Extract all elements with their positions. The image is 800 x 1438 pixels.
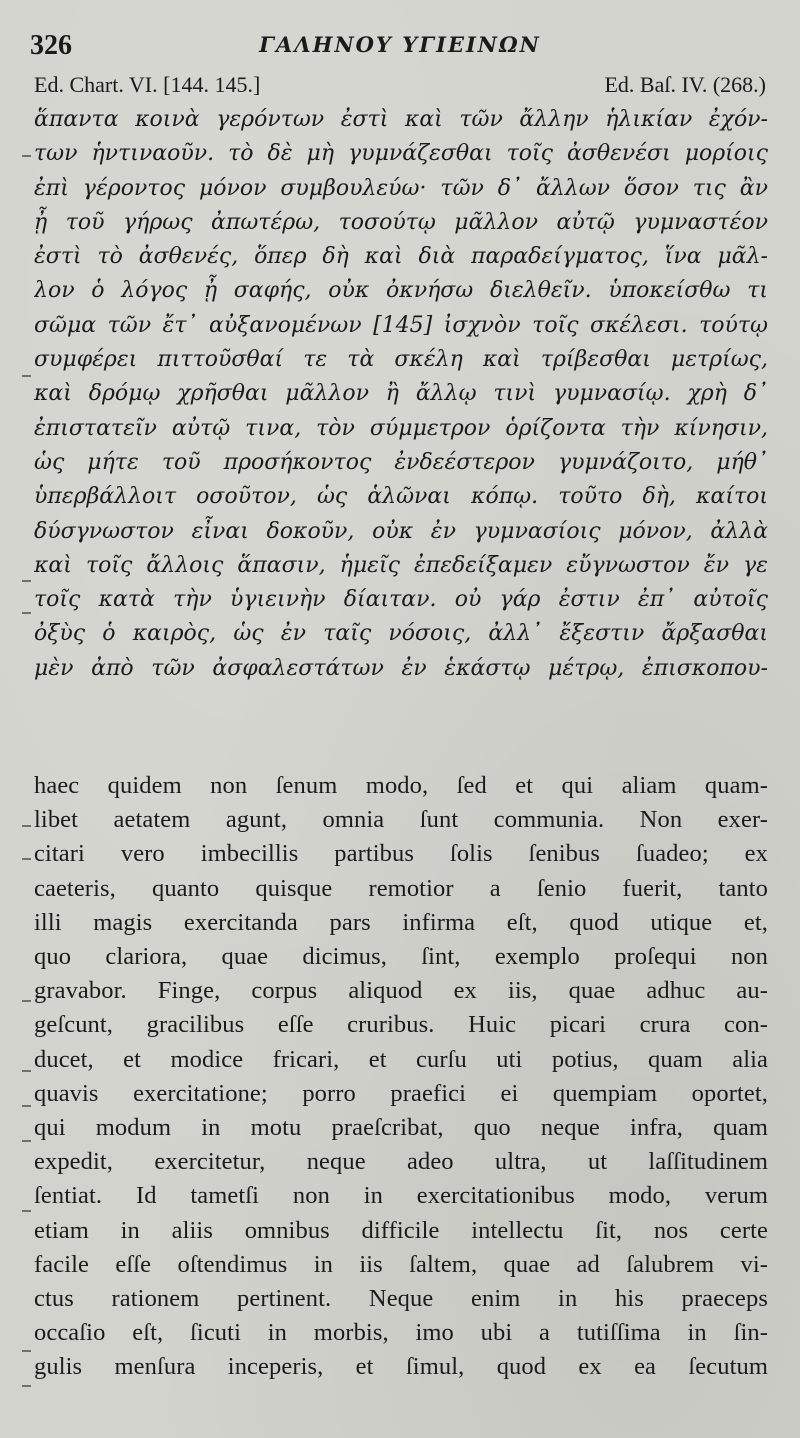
- edition-references: [34, 72, 766, 102]
- margin-mark: [22, 612, 31, 614]
- latin-text-line: quavis exercitatione; porro praefici ei quempiam oportet,: [34, 1079, 768, 1107]
- greek-text-line: τοῖς κατὰ τὴν ὑγιεινὴν δίαιταν. οὐ γάρ ἐστιν ἐπ᾽ αὐτοῖς: [34, 587, 768, 613]
- latin-text-line: geſcunt, gracilibus eſſe cruribus. Huic picari crura con-: [34, 1011, 768, 1039]
- latin-text-line: occaſio eſt, ſicuti in morbis, imo ubi a tutiſſima in ſin-: [34, 1319, 768, 1347]
- latin-text-line: facile eſſe oſtendimus in iis ſaltem, quae ad ſalubrem vi-: [34, 1250, 768, 1278]
- margin-mark: [22, 1105, 31, 1107]
- latin-text-line: ducet, et modice fricari, et curſu uti potius, quam alia: [34, 1045, 768, 1073]
- margin-mark: [22, 580, 31, 582]
- greek-text-line: σῶμα τῶν ἔτ᾽ αὐξανομένων [145] ἰσχνὸν τοῖς σκέλεσι. τούτῳ: [34, 312, 768, 338]
- latin-text-line: etiam in aliis omnibus difficile intellectu ſit, nos certe: [34, 1216, 768, 1244]
- page-number: 326: [30, 30, 72, 61]
- latin-text-line: illi magis exercitanda pars infirma eſt, quod utique et,: [34, 908, 768, 936]
- margin-mark: [22, 1070, 31, 1072]
- greek-text-line: ᾖ τοῦ γήρως ἀπωτέρω, τοσούτῳ μᾶλλον αὐτῷ γυμναστέον: [34, 209, 768, 235]
- greek-text-line: ὑπερβάλλοιτ οσοῦτον, ὡς ἁλῶναι κόπῳ. τοῦτο δὴ, καίτοι: [34, 484, 768, 510]
- greek-text-line: ἐπιστατεῖν αὐτῷ τινα, τὸν σύμμετρον ὁρίζοντα τὴν κίνησιν,: [34, 415, 768, 441]
- margin-mark: [22, 375, 31, 377]
- latin-text-line: ſentiat. Id tametſi non in exercitationibus modo, verum: [34, 1182, 768, 1210]
- margin-mark: [22, 1385, 31, 1387]
- greek-text-line: συμφέρει πιττοῦσθαί τε τὰ σκέλη καὶ τρίβεσθαι μετρίως,: [34, 347, 768, 373]
- running-head: [30, 28, 770, 68]
- greek-text-line: ὀξὺς ὁ καιρὸς, ὡς ἐν ταῖς νόσοις, ἀλλ᾽ ἔξεστιν ἄρξασθαι: [34, 621, 768, 647]
- latin-text-line: expedit, exercitetur, neque adeo ultra, ut laſſitudinem: [34, 1148, 768, 1176]
- margin-mark: [22, 825, 31, 827]
- margin-mark: [22, 1210, 31, 1212]
- latin-text-line: gravabor. Finge, corpus aliquod ex iis, quae adhuc au-: [34, 977, 768, 1005]
- latin-text-line: gulis menſura inceperis, et ſimul, quod ex ea ſecutum: [34, 1353, 768, 1381]
- latin-text-block: [34, 769, 768, 1385]
- edition-reference-left: Ed. Chart. VI. [144. 145.]: [34, 72, 261, 97]
- latin-text-line: quo clariora, quae dicimus, ſint, exemplo proſequi non: [34, 943, 768, 971]
- latin-text-line: ctus rationem pertinent. Neque enim in his praeceps: [34, 1285, 768, 1313]
- greek-text-line: λον ὁ λόγος ᾖ σαφής, οὐκ ὀκνήσω διελθεῖν. ὑποκείσθω τι: [34, 278, 768, 304]
- greek-text-line: δύσγνωστον εἶναι δοκοῦν, οὐκ ἐν γυμνασίοις μόνον, ἀλλὰ: [34, 518, 768, 544]
- margin-mark: [22, 1000, 31, 1002]
- running-title: ΓΑΛΗΝΟΥ ΥΓΙΕΙΝΩΝ: [259, 32, 541, 57]
- latin-text-line: caeteris, quanto quisque remotior a ſenio fuerit, tanto: [34, 874, 768, 902]
- margin-mark: [22, 1350, 31, 1352]
- greek-text-line: των ἡντιναοῦν. τὸ δὲ μὴ γυμνάζεσθαι τοῖς ἀσθενέσι μορίοις: [34, 141, 768, 167]
- greek-text-block: [34, 103, 768, 686]
- greek-text-line: ὡς μήτε τοῦ προσήκοντος ἐνδεέστερον γυμνάζοιτο, μήθ᾽: [34, 449, 768, 475]
- greek-text-line: μὲν ἀπὸ τῶν ἀσφαλεστάτων ἐν ἑκάστῳ μέτρῳ, ἐπισκοπου-: [34, 655, 768, 681]
- greek-text-line: ἅπαντα κοινὰ γερόντων ἐστὶ καὶ τῶν ἄλλην ἡλικίαν ἐχόν-: [34, 107, 768, 132]
- latin-text-line: citari vero imbecillis partibus ſolis ſenibus ſuadeo; ex: [34, 840, 768, 868]
- margin-mark: [22, 1140, 31, 1142]
- greek-text-line: ἐπὶ γέροντος μόνον συμβουλεύω· τῶν δ᾽ ἄλλων ὅσον τις ἂν: [34, 175, 768, 201]
- latin-text-line: haec quidem non ſenum modo, ſed et qui aliam quam-: [34, 772, 768, 799]
- greek-text-line: ἐστὶ τὸ ἀσθενές, ὅπερ δὴ καὶ διὰ παραδείγματος, ἵνα μᾶλ-: [34, 244, 768, 270]
- latin-text-line: libet aetatem agunt, omnia ſunt communia. Non exer-: [34, 806, 768, 834]
- latin-text-line: qui modum in motu praeſcribat, quo neque infra, quam: [34, 1114, 768, 1142]
- edition-reference-right: Ed. Baſ. IV. (268.): [604, 72, 766, 97]
- margin-mark: [22, 858, 31, 860]
- greek-text-line: καὶ τοῖς ἄλλοις ἅπασιν, ἡμεῖς ἐπεδείξαμεν εὔγνωστον ἔν γε: [34, 552, 768, 578]
- margin-mark: [22, 155, 31, 157]
- greek-text-line: καὶ δρόμῳ χρῆσθαι μᾶλλον ἢ ἄλλῳ τινὶ γυμνασίῳ. χρὴ δ᾽: [34, 381, 768, 407]
